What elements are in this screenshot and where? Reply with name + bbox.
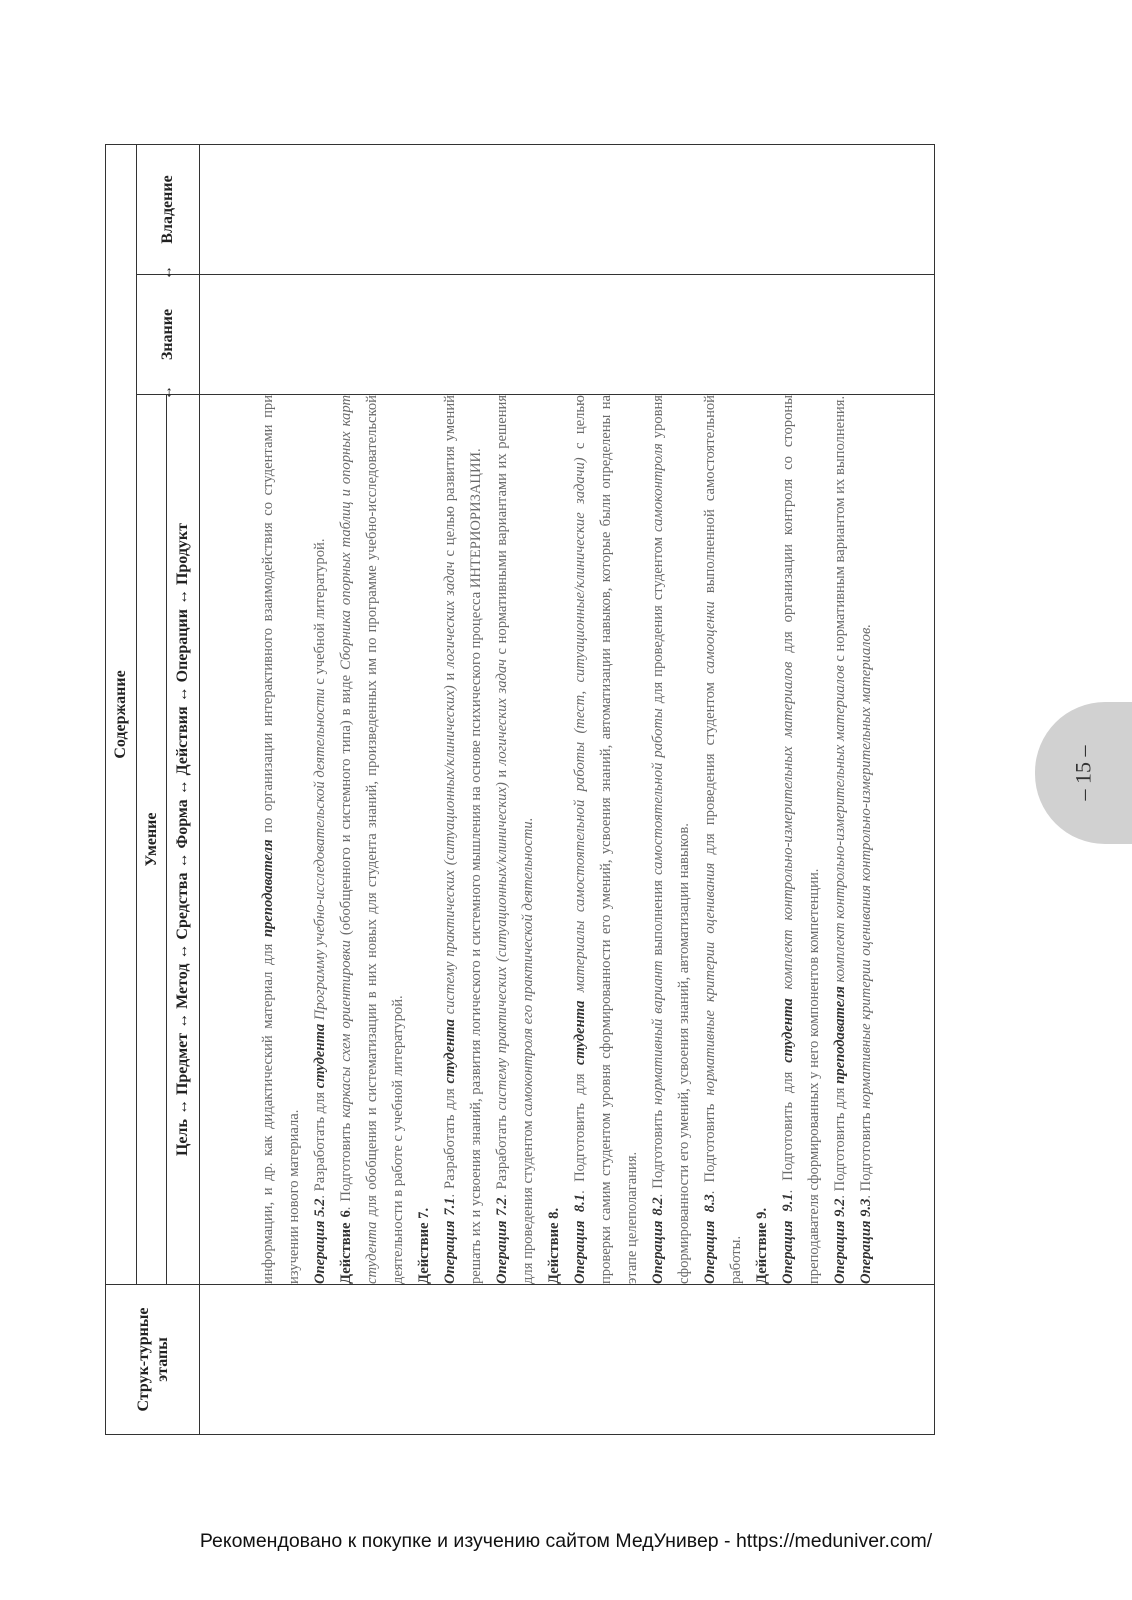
header-structural-stages: Струк-турные этапы [106, 1285, 200, 1435]
ownership-cell [200, 144, 935, 274]
header-ownership: ↔ Владение [137, 144, 200, 274]
paragraph-op-8-3: Операция 8.3. Подготовить нормативные критерии оценивания для проведения студентом самооценки выполненной самостоятельной работы. [702, 395, 744, 1284]
rotated-table-page [105, 145, 935, 1435]
heading-action-9: Действие 9. [754, 1207, 770, 1284]
header-knowledge: ↔ Знание [137, 275, 200, 395]
paragraph-op-7-1: Операция 7.1. Разработать для студента систему практических (ситуационных/клинических) и логических задач с целью развития умений решать их и усвоения знаний, развития логического и системного мышления на основе психического процесса ИНТЕРИОРИЗАЦИИ. [442, 395, 484, 1284]
paragraph-op-8-1: Операция 8.1. Подготовить для студента материалы самостоятельной работы (тест, ситуационные/клинические задачи) с целью проверки самим студентом уровня сформированности его умений, усвоения знаний, автоматизации навыков, которые были определены на этапе целеполагания. [572, 395, 640, 1284]
skill-content-cell [200, 395, 935, 1285]
header-skill: Умение [137, 395, 167, 1285]
paragraph-op-8-2: Операция 8.2. Подготовить нормативный вариант выполнения самостоятельной работы для проведения студентом самоконтроля уровня сформированности его умений, усвоения знаний, автоматизации навыков. [650, 394, 692, 1284]
paragraph-interactive: информации, и др. как дидактический материал для преподавателя по организации интерактивного взаимодействия со студентами при изучении нового материала. [260, 395, 302, 1284]
paragraph-op-9-3: Операция 9.3. Подготовить нормативные критерии оценивания контрольно-измерительных материалов. [858, 624, 874, 1284]
content-table [105, 144, 935, 1435]
header-content: Содержание [106, 144, 137, 1284]
footer-recommendation: Рекомендовано к покупке и изучению сайтом МедУнивер - https://meduniver.com/ [199, 1530, 933, 1552]
double-arrow-icon: ↔ [159, 265, 176, 280]
paragraph-action-6: Действие 6. Подготовить каркасы схем ориентировки (обобщенного и системного типа) в виде Сборника опорных таблиц и опорных карт студента для обобщения и систематизации в них новых для студента знаний, произведенных им по программе учебно-исследовательской деятельности в работе с учебной литературой. [338, 395, 406, 1284]
stage-cell [200, 1285, 935, 1435]
heading-action-8: Действие 8. [546, 1207, 562, 1284]
paragraph-op-9-1: Операция 9.1. Подготовить для студента комплект контрольно-измерительных материалов для организации контроля со стороны преподавателя сформированных у него компонентов компетенции. [780, 395, 822, 1284]
page-number: – 15 – [1070, 745, 1096, 801]
double-arrow-icon: ↔ [159, 385, 176, 400]
paragraph-op-9-2: Операция 9.2. Подготовить для преподавателя комплект контрольно-измерительных материалов с нормативным вариантом их выполнения. [832, 395, 848, 1284]
paragraph-op-7-2: Операция 7.2. Разработать систему практических (ситуационных/клинических) и логических задач с нормативными вариантами их решения для проведения студентом самоконтроля его практической деятельности. [494, 394, 536, 1284]
paragraph-op-5-2: Операция 5.2. Разработать для студента Программу учебно-исследовательской деятельности с учебной литературой. [312, 538, 328, 1284]
knowledge-cell [200, 275, 935, 395]
header-goal-chain: Цель ↔ Предмет ↔ Метод ↔ Средства ↔ Форма ↔ Действия ↔ Операции ↔ Продукт [167, 395, 200, 1285]
heading-action-7: Действие 7. [416, 1207, 432, 1284]
